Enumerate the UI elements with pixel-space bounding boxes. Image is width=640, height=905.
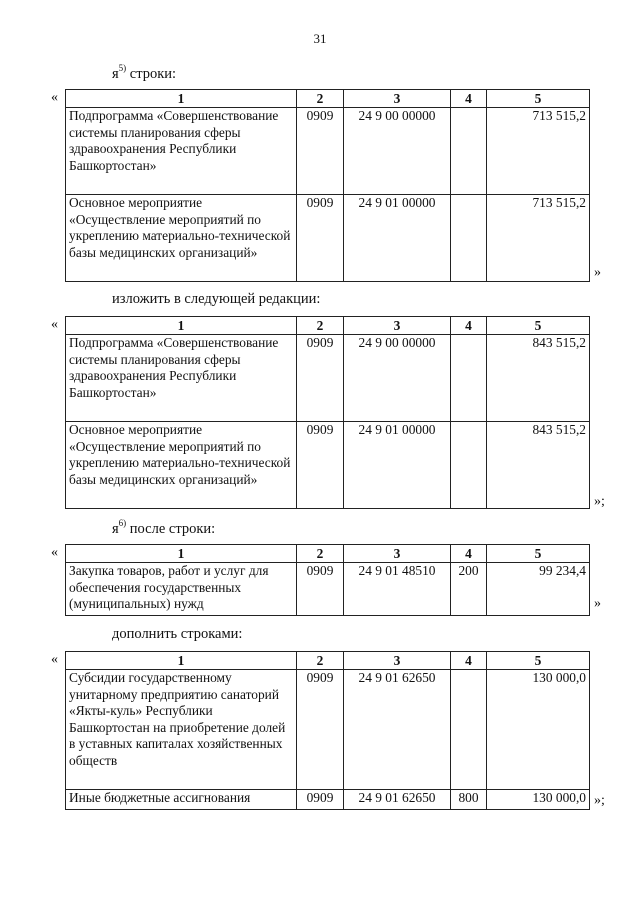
row-section-code: 0909 (297, 563, 344, 616)
section-1-intro: $я^{5)}$ строки: (112, 63, 177, 82)
row-name-cell: Закупка товаров, работ и услуг для обеспечения государственных (муниципальных) нужд (66, 563, 297, 616)
header-cell: 1 (66, 652, 297, 670)
row-expense-type (451, 108, 487, 195)
row-section-code: 0909 (297, 195, 344, 282)
header-cell: 4 (451, 545, 487, 563)
header-cell: 2 (297, 317, 344, 335)
row-amount: 130 000,0 (487, 670, 590, 790)
table-header-row (66, 90, 590, 108)
table-row (66, 195, 590, 282)
row-amount: 843 515,2 (487, 335, 590, 422)
section-3-intro: $я^{6)}$ после строки: (112, 518, 216, 537)
section-1-table (65, 89, 590, 282)
row-target-code: 24 9 01 62650 (344, 790, 451, 810)
row-target-code: 24 9 01 62650 (344, 670, 451, 790)
table-row (66, 790, 590, 810)
section-3-table (65, 544, 590, 616)
section-4-intro: дополнить строками: (112, 626, 243, 642)
header-cell: 5 (487, 90, 590, 108)
header-cell: 2 (297, 545, 344, 563)
header-cell: 5 (487, 545, 590, 563)
row-target-code: 24 9 01 48510 (344, 563, 451, 616)
section-3-close-quote: » (594, 596, 601, 611)
header-cell: 5 (487, 652, 590, 670)
row-amount: 843 515,2 (487, 422, 590, 509)
header-cell: 5 (487, 317, 590, 335)
row-target-code: 24 9 01 00000 (344, 422, 451, 509)
row-name-cell: Основное мероприятие «Осуществление мероприятий по укреплению материально-технической базы медицинских организаций» (66, 195, 297, 282)
row-expense-type (451, 335, 487, 422)
row-amount: 99 234,4 (487, 563, 590, 616)
section-2-table (65, 316, 590, 509)
row-name-cell: Субсидии государственному унитарному предприятию санаторий «Якты-куль» Республики Башкортостан на приобретение долей в уставных капиталах хозяйственных обществ (66, 670, 297, 790)
section-2-intro: изложить в следующей редакции: (112, 291, 321, 307)
header-cell: 4 (451, 317, 487, 335)
section-1-close-quote: » (594, 265, 601, 280)
row-expense-type: 800 (451, 790, 487, 810)
header-cell: 2 (297, 90, 344, 108)
section-4-table (65, 651, 590, 810)
header-cell: 4 (451, 90, 487, 108)
header-cell: 1 (66, 317, 297, 335)
row-expense-type: 200 (451, 563, 487, 616)
header-cell: 3 (344, 90, 451, 108)
table-row (66, 422, 590, 509)
header-cell: 1 (66, 545, 297, 563)
section-4-open-quote: « (51, 652, 58, 667)
table-header-row (66, 652, 590, 670)
row-name-cell: Основное мероприятие «Осуществление мероприятий по укреплению материально-технической базы медицинских организаций» (66, 422, 297, 509)
section-1-open-quote: « (51, 90, 58, 105)
header-cell: 3 (344, 317, 451, 335)
section-2-open-quote: « (51, 317, 58, 332)
table-row (66, 108, 590, 195)
row-name-cell: Подпрограмма «Совершенствование системы планирования сферы здравоохранения Республики Башкортостан» (66, 335, 297, 422)
header-cell: 3 (344, 545, 451, 563)
row-target-code: 24 9 00 00000 (344, 108, 451, 195)
row-expense-type (451, 422, 487, 509)
row-amount: 713 515,2 (487, 195, 590, 282)
header-cell: 2 (297, 652, 344, 670)
header-cell: 3 (344, 652, 451, 670)
header-cell: 1 (66, 90, 297, 108)
table-header-row (66, 545, 590, 563)
table-row (66, 335, 590, 422)
row-section-code: 0909 (297, 335, 344, 422)
section-4-close-quote: »; (594, 793, 605, 808)
row-target-code: 24 9 01 00000 (344, 195, 451, 282)
row-name-cell: Иные бюджетные ассигнования (66, 790, 297, 810)
table-header-row (66, 317, 590, 335)
row-section-code: 0909 (297, 790, 344, 810)
row-expense-type (451, 195, 487, 282)
row-amount: 713 515,2 (487, 108, 590, 195)
row-section-code: 0909 (297, 422, 344, 509)
row-section-code: 0909 (297, 108, 344, 195)
table-row (66, 563, 590, 616)
row-name-cell: Подпрограмма «Совершенствование системы планирования сферы здравоохранения Республики Башкортостан» (66, 108, 297, 195)
section-3-open-quote: « (51, 545, 58, 560)
row-section-code: 0909 (297, 670, 344, 790)
table-row (66, 670, 590, 790)
page-number: 31 (313, 31, 327, 46)
row-amount: 130 000,0 (487, 790, 590, 810)
header-cell: 4 (451, 652, 487, 670)
row-expense-type (451, 670, 487, 790)
section-2-close-quote: »; (594, 494, 605, 509)
row-target-code: 24 9 00 00000 (344, 335, 451, 422)
